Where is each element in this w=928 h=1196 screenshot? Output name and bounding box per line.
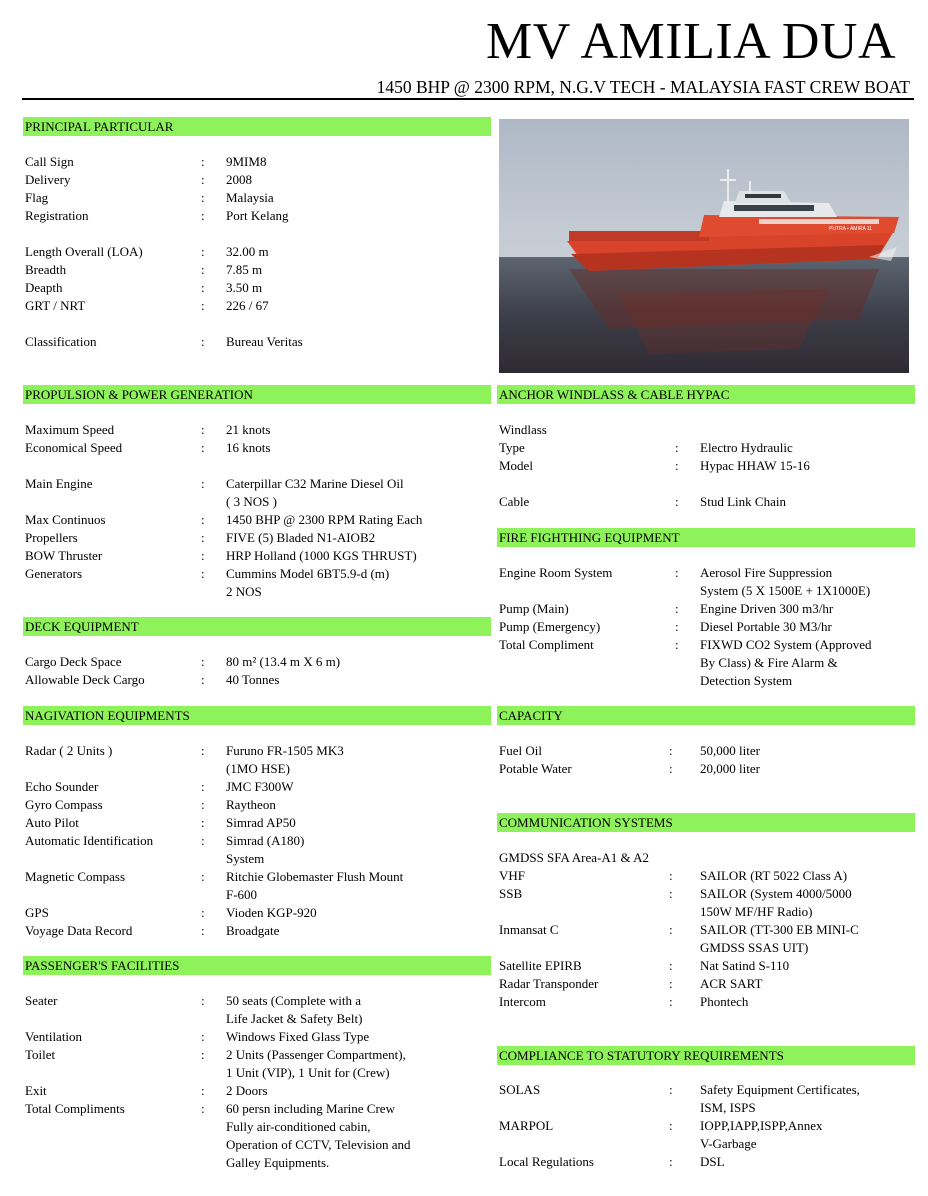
spec-value-line: Malaysia: [226, 190, 274, 205]
colon-separator: :: [669, 1154, 673, 1169]
propulsion-row: [25, 511, 489, 529]
spec-value: [226, 297, 269, 315]
spec-value: [226, 421, 270, 439]
spec-value: [226, 261, 262, 279]
anchor-row: [499, 439, 913, 457]
propulsion-row: [25, 565, 489, 601]
deck-equipment-list: [25, 653, 489, 689]
spec-label: Maximum Speed: [25, 422, 115, 437]
colon-separator: :: [675, 458, 679, 473]
spec-label: Delivery: [25, 172, 71, 187]
spec-value: [700, 618, 832, 636]
section-communication: COMMUNICATION SYSTEMS: [497, 813, 915, 832]
spec-value: [700, 1081, 860, 1117]
spec-label: Ventilation: [25, 1029, 83, 1044]
colon-separator: :: [201, 993, 205, 1008]
colon-separator: :: [675, 440, 679, 455]
spec-value: [226, 868, 403, 904]
spec-value: [226, 1028, 369, 1046]
colon-separator: :: [669, 761, 673, 776]
colon-separator: :: [669, 976, 673, 991]
spec-label: Gyro Compass: [25, 797, 103, 812]
spec-value: [700, 439, 793, 457]
spec-value: [226, 796, 276, 814]
spec-value: [226, 1046, 406, 1082]
communication-row: [499, 993, 913, 1011]
colon-separator: :: [201, 262, 205, 277]
spec-value-line: SAILOR (System 4000/5000: [700, 886, 852, 901]
capacity-list: [499, 742, 913, 778]
section-anchor-windlass: ANCHOR WINDLASS & CABLE HYPAC: [497, 385, 915, 404]
spec-value: [226, 904, 317, 922]
spec-value: [226, 1100, 411, 1172]
spec-label: Total Compliments: [25, 1101, 125, 1116]
spec-value: [226, 529, 375, 547]
communication-subheading: GMDSS SFA Area-A1 & A2: [499, 850, 650, 865]
colon-separator: :: [201, 244, 205, 259]
deck-row: [25, 653, 489, 671]
spec-value-line: 2 Units (Passenger Compartment),: [226, 1047, 406, 1062]
spec-label: Fuel Oil: [499, 743, 542, 758]
colon-separator: :: [201, 566, 205, 581]
vessel-title: MV AMILIA DUA: [485, 13, 896, 70]
spec-value-line: FIXWD CO2 System (Approved: [700, 637, 872, 652]
navigation-row: [25, 742, 489, 778]
principal-row: [25, 279, 489, 297]
propulsion-row: [25, 421, 489, 439]
spec-value: [226, 832, 304, 868]
anchor-row: [499, 457, 913, 475]
colon-separator: :: [201, 654, 205, 669]
spec-value-line: 3.50 m: [226, 280, 263, 295]
colon-separator: :: [201, 512, 205, 527]
spec-value-line: Bureau Veritas: [226, 334, 303, 349]
communication-row: [499, 957, 913, 975]
fire-row: [499, 618, 913, 636]
spec-label: Engine Room System: [499, 565, 613, 580]
spec-label: Generators: [25, 566, 83, 581]
spec-value-line: 40 Tonnes: [226, 672, 280, 687]
spec-label: GRT / NRT: [25, 298, 86, 313]
spec-value-line: 32.00 m: [226, 244, 269, 259]
principal-row: [25, 297, 489, 315]
spec-value-line: SAILOR (TT-300 EB MINI-C: [700, 922, 859, 937]
deck-row: [25, 671, 489, 689]
spec-value-line: Aerosol Fire Suppression: [700, 565, 833, 580]
colon-separator: :: [669, 1118, 673, 1133]
spec-value: [700, 493, 786, 511]
spec-value-line: Life Jacket & Safety Belt): [226, 1011, 363, 1026]
spec-value-line: Windows Fixed Glass Type: [226, 1029, 370, 1044]
compliance-row: [499, 1081, 913, 1117]
spec-label: Classification: [25, 334, 97, 349]
spec-value: [700, 636, 872, 690]
propulsion-list: [25, 421, 489, 601]
spec-value-line: Stud Link Chain: [700, 494, 786, 509]
propulsion-row: [25, 439, 489, 457]
spec-value-line: JMC F300W: [226, 779, 294, 794]
principal-row: [25, 171, 489, 189]
passenger-row: [25, 1100, 489, 1172]
spec-value: [700, 457, 810, 475]
fire-row: [499, 636, 913, 690]
spec-value: [700, 921, 859, 957]
spec-value-line: 2 Doors: [226, 1083, 268, 1098]
section-capacity: CAPACITY: [497, 706, 915, 725]
colon-separator: :: [201, 1083, 205, 1098]
spec-label: Voyage Data Record: [25, 923, 133, 938]
spec-value-line: 21 knots: [226, 422, 271, 437]
spec-value: [700, 957, 789, 975]
spec-value: [700, 867, 847, 885]
spec-value-line: System (5 X 1500E + 1X1000E): [700, 583, 871, 598]
spec-label: Toilet: [25, 1047, 56, 1062]
colon-separator: :: [675, 601, 679, 616]
spec-value-line: By Class) & Fire Alarm &: [700, 655, 838, 670]
spec-value: [700, 600, 833, 618]
spec-value: [226, 189, 274, 207]
spec-value-line: GMDSS SSAS UIT): [700, 940, 809, 955]
spec-value-line: FIVE (5) Bladed N1-AIOB2: [226, 530, 376, 545]
spec-value: [226, 279, 262, 297]
principal-particular-list: [25, 153, 489, 351]
spec-label: Cargo Deck Space: [25, 654, 122, 669]
spec-value: [226, 814, 296, 832]
vessel-subtitle: 1450 BHP @ 2300 RPM, N.G.V TECH - MALAYSIA FAST CREW BOAT: [376, 77, 910, 97]
colon-separator: :: [669, 994, 673, 1009]
colon-separator: :: [201, 1101, 205, 1116]
colon-separator: :: [201, 208, 205, 223]
colon-separator: :: [201, 672, 205, 687]
passenger-row: [25, 1082, 489, 1100]
spec-value: [226, 153, 266, 171]
colon-separator: :: [201, 190, 205, 205]
spec-label: Model: [499, 458, 533, 473]
spec-label: Local Regulations: [499, 1154, 594, 1169]
colon-separator: :: [201, 905, 205, 920]
navigation-row: [25, 796, 489, 814]
spec-value-line: Hypac HHAW 15-16: [700, 458, 810, 473]
communication-row: [499, 975, 913, 993]
spec-value-line: Raytheon: [226, 797, 276, 812]
spec-label: Automatic Identification: [25, 833, 154, 848]
passenger-facilities-list: [25, 992, 489, 1172]
colon-separator: :: [669, 868, 673, 883]
section-principal-particular: PRINCIPAL PARTICULAR: [23, 117, 491, 136]
spec-value: [700, 1153, 725, 1171]
spec-value-line: Fully air-conditioned cabin,: [226, 1119, 371, 1134]
spec-value: [226, 547, 417, 565]
fire-row: [499, 564, 913, 600]
colon-separator: :: [201, 298, 205, 313]
spec-value-line: 1450 BHP @ 2300 RPM Rating Each: [226, 512, 423, 527]
communication-row: [499, 921, 913, 957]
passenger-row: [25, 992, 489, 1028]
spec-value-line: DSL: [700, 1154, 725, 1169]
spec-value: [700, 975, 762, 993]
spec-value: [226, 992, 362, 1028]
spec-label: Seater: [25, 993, 58, 1008]
spec-value-line: 20,000 liter: [700, 761, 760, 776]
spec-value-line: Simrad AP50: [226, 815, 296, 830]
spec-label: Registration: [25, 208, 89, 223]
colon-separator: :: [669, 886, 673, 901]
propulsion-row: [25, 529, 489, 547]
colon-separator: :: [201, 797, 205, 812]
spec-value-line: Phontech: [700, 994, 749, 1009]
spec-value-line: 7.85 m: [226, 262, 263, 277]
principal-row: [25, 189, 489, 207]
passenger-row: [25, 1046, 489, 1082]
spec-value-line: Engine Driven 300 m3/hr: [700, 601, 834, 616]
spec-label: Breadth: [25, 262, 67, 277]
spec-value-line: ISM, ISPS: [700, 1100, 756, 1115]
spec-value: [226, 565, 389, 601]
communication-row: [499, 867, 913, 885]
spec-value: [226, 207, 288, 225]
spec-label: Economical Speed: [25, 440, 123, 455]
spec-label: VHF: [499, 868, 526, 883]
spec-value: [700, 742, 760, 760]
spec-value-line: Detection System: [700, 673, 793, 688]
spec-label: Satellite EPIRB: [499, 958, 582, 973]
colon-separator: :: [201, 743, 205, 758]
spec-label: Radar Transponder: [499, 976, 599, 991]
colon-separator: :: [675, 619, 679, 634]
spec-value: [226, 511, 422, 529]
principal-row: [25, 243, 489, 261]
anchor-row: [499, 493, 913, 511]
spec-value: [226, 671, 279, 689]
section-passenger-facilities: PASSENGER'S FACILITIES: [23, 956, 491, 975]
spec-value-line: Broadgate: [226, 923, 280, 938]
colon-separator: :: [669, 958, 673, 973]
spec-label: Radar ( 2 Units ): [25, 743, 113, 758]
colon-separator: :: [201, 530, 205, 545]
principal-row: [25, 261, 489, 279]
spec-label: GPS: [25, 905, 49, 920]
navigation-row: [25, 832, 489, 868]
spec-value-line: Caterpillar C32 Marine Diesel Oil: [226, 476, 404, 491]
spec-value-line: V-Garbage: [700, 1136, 757, 1151]
spec-value-line: Electro Hydraulic: [700, 440, 793, 455]
colon-separator: :: [669, 1082, 673, 1097]
compliance-row: [499, 1153, 913, 1171]
spec-value-line: 2008: [226, 172, 252, 187]
spec-value-line: IOPP,IAPP,ISPP,Annex: [700, 1118, 823, 1133]
colon-separator: :: [669, 922, 673, 937]
spec-value-line: 16 knots: [226, 440, 271, 455]
header-rule: [22, 98, 914, 100]
spec-value: [226, 475, 404, 511]
spec-value: [226, 742, 344, 778]
capacity-row: [499, 760, 913, 778]
colon-separator: :: [201, 172, 205, 187]
spec-label: Pump (Main): [499, 601, 569, 616]
spec-value-line: Safety Equipment Certificates,: [700, 1082, 860, 1097]
colon-separator: :: [201, 1029, 205, 1044]
spec-label: Deapth: [25, 280, 63, 295]
capacity-row: [499, 742, 913, 760]
spec-value-line: ( 3 NOS ): [226, 494, 277, 509]
spec-value: [226, 1082, 268, 1100]
compliance-list: [499, 1081, 913, 1171]
principal-row: [25, 207, 489, 225]
colon-separator: :: [675, 637, 679, 652]
communication-row: [499, 885, 913, 921]
spec-label: Total Compliment: [499, 637, 594, 652]
vessel-photo: [499, 119, 909, 373]
spec-value: [700, 993, 748, 1011]
spec-value-line: Furuno FR-1505 MK3: [226, 743, 344, 758]
colon-separator: :: [201, 923, 205, 938]
spec-value-line: Ritchie Globemaster Flush Mount: [226, 869, 404, 884]
spec-value: [700, 1117, 822, 1153]
spec-value-line: System: [226, 851, 265, 866]
spec-label: BOW Thruster: [25, 548, 103, 563]
spec-value-line: (1MO HSE): [226, 761, 290, 776]
spec-value-line: HRP Holland (1000 KGS THRUST): [226, 548, 417, 563]
spec-value: [700, 885, 852, 921]
colon-separator: :: [201, 334, 205, 349]
spec-label: Magnetic Compass: [25, 869, 126, 884]
spec-value: [226, 439, 270, 457]
anchor-windlass-list: [499, 421, 913, 511]
spec-label: Auto Pilot: [25, 815, 79, 830]
colon-separator: :: [201, 422, 205, 437]
colon-separator: :: [201, 833, 205, 848]
navigation-row: [25, 868, 489, 904]
colon-separator: :: [201, 476, 205, 491]
anchor-subheading: Windlass: [499, 422, 547, 437]
spec-label: Exit: [25, 1083, 47, 1098]
colon-separator: :: [201, 548, 205, 563]
passenger-row: [25, 1028, 489, 1046]
colon-separator: :: [201, 280, 205, 295]
spec-value-line: Galley Equipments.: [226, 1155, 330, 1170]
spec-label: Intercom: [499, 994, 546, 1009]
spec-label: Max Continuos: [25, 512, 106, 527]
spec-value: [226, 778, 294, 796]
colon-separator: :: [201, 1047, 205, 1062]
colon-separator: :: [669, 743, 673, 758]
propulsion-row: [25, 475, 489, 511]
fire-fighting-list: [499, 564, 913, 690]
spec-label: Call Sign: [25, 154, 74, 169]
spec-label: Pump (Emergency): [499, 619, 601, 634]
section-propulsion: PROPULSION & POWER GENERATION: [23, 385, 491, 404]
spec-label: SOLAS: [499, 1082, 541, 1097]
spec-label: SSB: [499, 886, 523, 901]
colon-separator: :: [675, 494, 679, 509]
spec-value-line: 60 persn including Marine Crew: [226, 1101, 395, 1116]
spec-value-line: 1 Unit (VIP), 1 Unit for (Crew): [226, 1065, 390, 1080]
spec-value-line: 150W MF/HF Radio): [700, 904, 813, 919]
hull-name: PUTRA ▪ AMIRA 11: [829, 226, 873, 232]
spec-value-line: Vioden KGP-920: [226, 905, 317, 920]
navigation-row: [25, 778, 489, 796]
colon-separator: :: [201, 869, 205, 884]
spec-value: [226, 922, 279, 940]
spec-label: Length Overall (LOA): [25, 244, 143, 259]
spec-value: [700, 760, 760, 778]
spec-value-line: SAILOR (RT 5022 Class A): [700, 868, 848, 883]
spec-value-line: 50 seats (Complete with a: [226, 993, 362, 1008]
spec-value-line: Diesel Portable 30 M3/hr: [700, 619, 832, 634]
colon-separator: :: [201, 440, 205, 455]
spec-value-line: 2 NOS: [226, 584, 262, 599]
spec-label: MARPOL: [499, 1118, 554, 1133]
spec-label: Main Engine: [25, 476, 93, 491]
spec-value-line: Cummins Model 6BT5.9-d (m): [226, 566, 390, 581]
colon-separator: :: [201, 154, 205, 169]
navigation-list: [25, 742, 489, 940]
spec-value-line: Operation of CCTV, Television and: [226, 1137, 411, 1152]
colon-separator: :: [675, 565, 679, 580]
spec-value-line: 9MIM8: [226, 154, 267, 169]
spec-label: Flag: [25, 190, 49, 205]
compliance-row: [499, 1117, 913, 1153]
spec-label: Echo Sounder: [25, 779, 99, 794]
spec-label: Inmansat C: [499, 922, 559, 937]
spec-value-line: 50,000 liter: [700, 743, 760, 758]
spec-label: Potable Water: [499, 761, 572, 776]
colon-separator: :: [201, 815, 205, 830]
section-deck-equipment: DECK EQUIPMENT: [23, 617, 491, 636]
colon-separator: :: [201, 779, 205, 794]
section-fire-fighting: FIRE FIGHTHING EQUIPMENT: [497, 528, 915, 547]
propulsion-row: [25, 547, 489, 565]
spec-value-line: Nat Satind S-110: [700, 958, 790, 973]
fire-row: [499, 600, 913, 618]
spec-value: [700, 564, 870, 600]
spec-label: Propellers: [25, 530, 78, 545]
spec-label: Type: [499, 440, 525, 455]
spec-value-line: ACR SART: [700, 976, 763, 991]
spec-value-line: Simrad (A180): [226, 833, 305, 848]
navigation-row: [25, 904, 489, 922]
spec-value-line: Port Kelang: [226, 208, 289, 223]
section-navigation: NAGIVATION EQUIPMENTS: [23, 706, 491, 725]
navigation-row: [25, 814, 489, 832]
section-compliance: COMPLIANCE TO STATUTORY REQUIREMENTS: [497, 1046, 915, 1065]
spec-value: [226, 333, 303, 351]
navigation-row: [25, 922, 489, 940]
spec-value-line: 80 m² (13.4 m X 6 m): [226, 654, 341, 669]
spec-value: [226, 243, 269, 261]
spec-label: Cable: [499, 494, 530, 509]
communication-list: [499, 849, 913, 1011]
principal-row: [25, 153, 489, 171]
principal-row: [25, 333, 489, 351]
spec-value-line: F-600: [226, 887, 258, 902]
spec-value: [226, 653, 340, 671]
spec-label: Allowable Deck Cargo: [25, 672, 145, 687]
spec-value: [226, 171, 252, 189]
spec-value-line: 226 / 67: [226, 298, 269, 313]
